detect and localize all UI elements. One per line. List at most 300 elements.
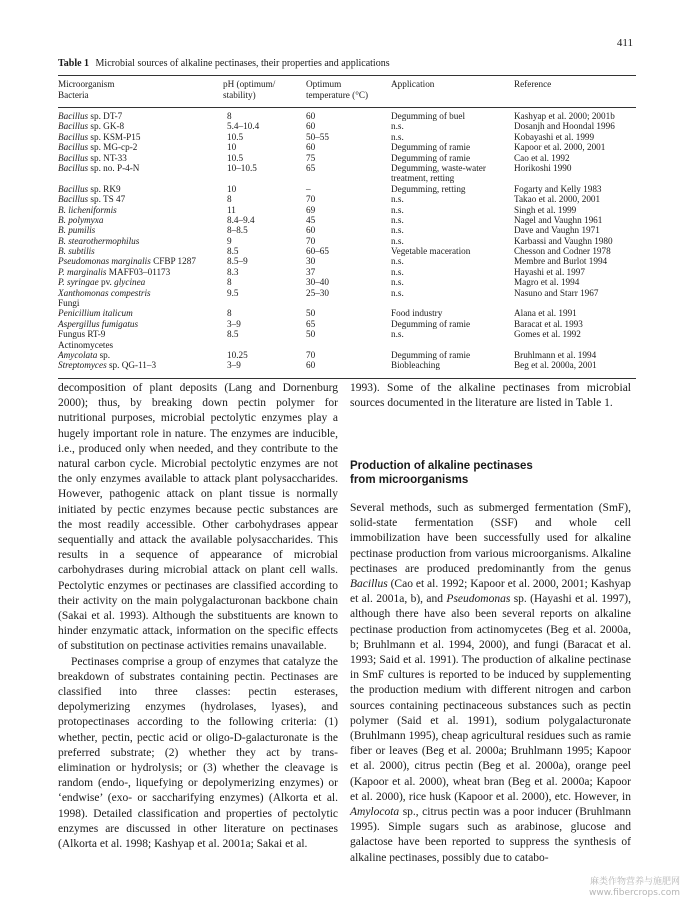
application-cell-text: Degumming of ramie	[391, 350, 471, 360]
temperature-cell	[306, 184, 391, 194]
group-label-text: Fungi	[58, 298, 80, 309]
organism-cell	[58, 142, 228, 152]
temperature-cell	[306, 153, 391, 163]
reference-cell	[514, 350, 636, 360]
application-cell	[391, 288, 516, 298]
ph-cell	[223, 163, 307, 173]
table-caption-label: Table 1	[58, 58, 90, 69]
organism-cell-text: sp. no. P-4-N	[88, 162, 140, 173]
reference-cell-text: Karbassi and Vaughn 1980	[514, 235, 613, 246]
organism-cell-text: sp. KSM-P15	[88, 131, 141, 142]
header-ph-label: pH (optimum/	[223, 79, 276, 89]
ph-cell	[223, 246, 307, 256]
application-cell	[391, 142, 516, 152]
application-cell	[391, 236, 516, 246]
application-cell	[391, 225, 516, 235]
ph-cell-text: 8.5	[227, 246, 239, 257]
application-cell-text: n.s.	[391, 194, 404, 205]
temperature-cell	[306, 246, 391, 256]
reference-cell-text: Singh et al. 1999	[514, 204, 577, 215]
reference-cell-text: Gomes et al. 1992	[514, 329, 581, 340]
header-temperature	[306, 79, 391, 101]
temperature-cell-text: –	[306, 183, 311, 194]
table-row	[58, 215, 636, 225]
table-caption	[58, 58, 636, 69]
temperature-cell	[306, 132, 391, 142]
organism-cell-text: Bacillus	[58, 194, 89, 205]
table-row	[58, 236, 636, 246]
table-row	[58, 184, 636, 194]
ph-cell-text: 10	[227, 183, 237, 194]
reference-cell-text: Dosanjh and Hoondal 1996	[514, 121, 615, 132]
organism-cell	[58, 308, 228, 318]
watermark-line-1: 麻类作物营养与施肥网	[589, 877, 680, 887]
temperature-cell	[306, 205, 391, 215]
table-group-row	[58, 298, 636, 308]
ph-cell	[223, 267, 307, 277]
right-paragraph-1	[350, 501, 631, 866]
temperature-cell	[306, 194, 391, 204]
application-cell-text: treatment, retting	[391, 173, 455, 184]
header-ph	[223, 79, 303, 101]
reference-cell-text: Horikoshi 1990	[514, 162, 572, 173]
application-cell-text: n.s.	[391, 329, 404, 340]
organism-cell-text: P. syringae	[58, 277, 99, 288]
application-cell-text: n.s.	[391, 121, 404, 132]
organism-cell-text: B. stearothermophilus	[58, 235, 140, 246]
table-row	[58, 132, 636, 142]
application-cell-text: n.s.	[391, 131, 404, 142]
organism-cell	[58, 163, 228, 173]
ph-cell	[223, 121, 307, 131]
organism-cell-text: MAFF03–01173	[106, 266, 171, 277]
table-caption-text: Microbial sources of alkaline pectinases, their properties and applications	[95, 58, 390, 69]
organism-cell	[58, 121, 228, 131]
reference-cell	[514, 319, 636, 329]
organism-cell	[58, 132, 228, 142]
ph-cell	[223, 225, 307, 235]
organism-cell-text: Bacillus	[58, 131, 89, 142]
reference-cell-text: Kapoor et al. 2000, 2001	[514, 142, 606, 153]
table-row	[58, 225, 636, 235]
reference-cell	[514, 215, 636, 225]
table-row	[58, 153, 636, 163]
table-header	[58, 79, 636, 105]
genus-name: Amylocota	[350, 806, 400, 819]
temperature-cell	[306, 360, 391, 370]
reference-cell-text: Membre and Burlot 1994	[514, 256, 608, 267]
organism-cell	[58, 153, 228, 163]
temperature-cell	[306, 308, 391, 318]
reference-cell-text: Kobayashi et al. 1999	[514, 131, 595, 142]
reference-cell	[514, 163, 636, 173]
reference-cell-text: Nasuno and Starr 1967	[514, 287, 599, 298]
ph-cell-text: 5.4–10.4	[227, 121, 260, 132]
application-cell-text: Degumming of buel	[391, 111, 465, 121]
reference-cell	[514, 132, 636, 142]
section-heading-line-1: Production of alkaline pectinases	[350, 460, 533, 472]
temperature-cell-text: 70	[306, 350, 316, 360]
text-run: Several methods, such as submerged fermentation (SmF), solid-state fermentation (SSF) and whole cell immobilization have been successfully used for alkaline pectinase production from various microorganisms. Alkaline pectinases are produced predominantly from the genus	[350, 502, 631, 575]
table-row	[58, 256, 636, 266]
table-top-rule	[58, 75, 636, 76]
organism-cell-text: Bacillus	[58, 183, 89, 194]
application-cell	[391, 153, 516, 163]
ph-cell-text: 8.5	[227, 329, 239, 340]
ph-cell-text: 8.5–9	[227, 256, 248, 267]
organism-cell	[58, 194, 228, 204]
temperature-cell	[306, 111, 391, 121]
application-cell	[391, 184, 516, 194]
ph-cell-text: 10.25	[227, 350, 248, 360]
watermark	[589, 877, 680, 899]
application-cell	[391, 215, 516, 225]
temperature-cell-text: 70	[306, 194, 316, 205]
organism-cell-text: Fungus RT-9	[58, 329, 106, 340]
organism-cell	[58, 184, 228, 194]
application-cell	[391, 277, 516, 287]
reference-cell	[514, 288, 636, 298]
temperature-cell-text: 37	[306, 266, 316, 277]
organism-cell	[58, 205, 228, 215]
text-run: sp., citrus pectin was a poor inducer (Bruhlmann 1995). Simple sugars such as arabinose, glucose and galactose have been reported to suppress the synthesis of alkaline pectinases, possibly due to catabo-	[350, 806, 631, 864]
temperature-cell-text: 65	[306, 162, 316, 173]
temperature-cell	[306, 329, 391, 339]
ph-cell-text: 8–8.5	[227, 225, 248, 236]
organism-cell-text: pv.	[98, 277, 115, 288]
left-paragraph-2: Pectinases comprise a group of enzymes that catalyze the breakdown of substrates containing pectin. Pectinases are classified into three classes: pectin esterases, depolymerizing enzymes (hydrolases, lyases), and protopectinases according to the following criteria: (1) whether, pectin, pectic acid or oligo-D-galacturonate is the preferred substrate; (2) whether they act by trans-elimination or hydrolysis; or (3) whether the cleavage is random (endo-, liquefying or depolymerizing enzymes) or ‘endwise’ (exo- or saccharifying enzymes) (Alkorta et al. 1998). Detailed classification and properties of pectolytic enzymes are discussed in other literature on pectinases (Alkorta et al. 1998; Kashyap et al. 2001a; Sakai et al.	[58, 655, 338, 851]
ph-cell-text: 8	[227, 194, 232, 205]
temperature-cell-text: 50	[306, 308, 316, 319]
organism-cell	[58, 329, 228, 339]
organism-cell-text: Bacillus	[58, 162, 89, 173]
reference-cell	[514, 225, 636, 235]
group-label	[58, 340, 228, 350]
ph-cell	[223, 350, 307, 360]
table-row	[58, 111, 636, 121]
organism-cell-text: sp. GK-8	[88, 121, 125, 132]
ph-cell	[223, 111, 307, 121]
table-header-rule	[58, 107, 636, 108]
reference-cell	[514, 121, 636, 131]
reference-cell	[514, 329, 636, 339]
right-column-intro	[350, 381, 631, 411]
ph-cell	[223, 308, 307, 318]
organism-cell	[58, 246, 228, 256]
ph-cell-text: 8.4–9.4	[227, 214, 255, 225]
reference-cell-text: Cao et al. 1992	[514, 152, 570, 163]
header-bacteria-label: Bacteria	[58, 90, 89, 100]
temperature-cell	[306, 121, 391, 131]
table-row	[58, 350, 636, 360]
table-row	[58, 205, 636, 215]
page-number: 411	[616, 37, 633, 49]
organism-cell	[58, 256, 228, 266]
reference-cell	[514, 153, 636, 163]
reference-cell	[514, 360, 636, 370]
organism-cell-text: Xanthomonas compestris	[58, 287, 151, 298]
genus-name: Pseudomonas	[446, 593, 511, 606]
ph-cell	[223, 132, 307, 142]
reference-cell-text: Takao et al. 2000, 2001	[514, 194, 601, 205]
header-microorganism-label: Microorganism	[58, 79, 115, 89]
reference-cell-text: Beg et al. 2000a, 2001	[514, 360, 597, 371]
ph-cell	[223, 194, 307, 204]
temperature-cell-text: 60	[306, 142, 316, 153]
temperature-cell	[306, 225, 391, 235]
ph-cell-text: 10.5	[227, 152, 244, 163]
application-cell-text: n.s.	[391, 256, 404, 267]
reference-cell-text: Chesson and Codner 1978	[514, 246, 611, 257]
organism-cell-text: sp. NT-33	[88, 152, 127, 163]
temperature-cell	[306, 319, 391, 329]
left-paragraph-1: decomposition of plant deposits (Lang and Dornenburg 2000); thus, by breaking down pectin polymer for nutritional purposes, microbial pectolytic enzymes play a hugely important role in nature. The enzymes are inducible, i.e., produced only when needed, and they contribute to the natural carbon cycle. Microbial pectolytic enzymes are not the only enzymes available to attack plant polysaccharides. However, pathogenic attack on plant tissue is normally initiated by pectic enzymes because pectic substances are the most readily accessible. Other carbohydrases appear sequentially and attack the available polysaccharides. This results in a sequence of appearance of microbial carbohydrases during microbial attack on plant cell walls. Pectolytic enzymes or pectinases are classified according to their activity on the main polygalacturonan backbone chain (Sakai et al. 1993). Although the substituents are known to hinder enzymatic attack, information on the specific effects of substitution on pectinase activities remains unavailable.	[58, 382, 338, 653]
ph-cell	[223, 329, 307, 339]
table-bottom-rule	[58, 378, 636, 379]
text-run: (Cao et al. 1992; Kapoor et al. 2000, 2001; Kashyap et al. 2001a, b), and	[350, 578, 631, 606]
reference-cell-text: Fogarty and Kelly 1983	[514, 183, 602, 194]
organism-cell-text: sp. TS 47	[88, 194, 126, 205]
watermark-line-2: www.fibercrops.com	[589, 888, 680, 898]
ph-cell-text: 8	[227, 111, 232, 121]
reference-cell-text: Dave and Vaughn 1971	[514, 225, 600, 236]
section-heading-line-2: from microorganisms	[350, 474, 469, 486]
application-cell-text: n.s.	[391, 235, 404, 246]
application-cell	[391, 329, 516, 339]
ph-cell	[223, 288, 307, 298]
organism-cell-text: B. pumilis	[58, 225, 96, 236]
ph-cell	[223, 205, 307, 215]
organism-cell-text: Streptomyces	[58, 360, 107, 371]
temperature-cell-text: 50–55	[306, 131, 329, 142]
reference-cell	[514, 194, 636, 204]
reference-cell-text: Hayashi et al. 1997	[514, 266, 585, 277]
ph-cell-text: 8.3	[227, 266, 239, 277]
table-row	[58, 277, 636, 287]
application-cell	[391, 319, 516, 329]
ph-cell	[223, 142, 307, 152]
application-cell	[391, 256, 516, 266]
organism-cell-text: P. marginalis	[58, 266, 107, 277]
temperature-cell	[306, 163, 391, 173]
organism-cell-text: sp.	[97, 350, 111, 360]
ph-cell-text: 10.5	[227, 131, 244, 142]
application-cell-text: n.s.	[391, 266, 404, 277]
organism-cell-text: Pseudomonas marginalis	[58, 256, 151, 267]
organism-cell	[58, 225, 228, 235]
temperature-cell-text: 70	[306, 235, 316, 246]
reference-cell	[514, 236, 636, 246]
table-row	[58, 308, 636, 318]
header-temp-label: Optimum	[306, 79, 342, 89]
table-row	[58, 360, 636, 370]
application-cell	[391, 246, 516, 256]
application-cell-text: n.s.	[391, 204, 404, 215]
application-cell-text: n.s.	[391, 214, 404, 225]
table-group-row	[58, 340, 636, 350]
group-label-text: Actinomycetes	[58, 339, 114, 350]
organism-cell	[58, 319, 228, 329]
temperature-cell	[306, 256, 391, 266]
ph-cell	[223, 256, 307, 266]
temperature-cell	[306, 277, 391, 287]
organism-cell-text: Bacillus	[58, 111, 89, 121]
temperature-cell-text: 30	[306, 256, 316, 267]
application-cell	[391, 121, 516, 131]
application-cell-text: Degumming of ramie	[391, 142, 471, 153]
temperature-cell-text: 60–65	[306, 246, 329, 257]
table-row	[58, 319, 636, 329]
table-body	[58, 111, 636, 371]
table-row	[58, 329, 636, 339]
reference-cell	[514, 142, 636, 152]
ph-cell-text: 9	[227, 235, 232, 246]
table-row	[58, 194, 636, 204]
reference-cell	[514, 111, 636, 121]
ph-cell-text: 11	[227, 204, 236, 215]
application-cell	[391, 194, 516, 204]
application-cell-text: Vegetable maceration	[391, 246, 471, 257]
application-cell	[391, 111, 516, 121]
temperature-cell	[306, 350, 391, 360]
temperature-cell-text: 50	[306, 329, 316, 340]
header-microorganism	[58, 79, 228, 101]
temperature-cell	[306, 267, 391, 277]
reference-cell-text: Magro et al. 1994	[514, 277, 580, 288]
temperature-cell-text: 65	[306, 318, 316, 329]
text-run: sp. (Hayashi et al. 1997), although there have also been several reports on alkaline pectinase production from actinomycetes (Beg et al. 2000a, b; Bruhlmann et al. 1994, 2000), and fungi (Baracat et al. 1993; Said et al. 1991). The production of alkaline pectinase in SmF cultures is reported to be induced by supplementing the production medium with different nitrogen and carbon sources containing pectinaceous substances such as pectin polymer (Said et al. 1991), sodium polygalacturonate (Bruhlmann 1995), cheap agricultural residues such as ramie fiber or leaves (Beg et al. 2000a; Bruhlmann 1995; Kapoor et al. 2000), citrus pectin (Beg et al. 2000a), orange peel (Kapoor et al. 2000), wheat bran (Beg et al. 2000a; Kapoor et al. 2000), rice husk (Kapoor et al. 2000), etc. However, in	[350, 593, 632, 803]
right-paragraph-0: 1993). Some of the alkaline pectinases from microbial sources documented in the literature are listed in Table 1.	[350, 382, 631, 410]
temperature-cell-text: 45	[306, 214, 316, 225]
application-cell-text: Biobleaching	[391, 360, 440, 371]
table-row	[58, 246, 636, 256]
table-row	[58, 163, 636, 184]
reference-cell-text: Nagel and Vaughn 1961	[514, 214, 603, 225]
organism-cell-text: sp. RK9	[88, 183, 121, 194]
organism-cell-text: Bacillus	[58, 142, 89, 153]
group-label	[58, 298, 228, 308]
application-cell	[391, 350, 516, 360]
application-cell	[391, 308, 516, 318]
ph-cell-text: 3–9	[227, 318, 241, 329]
reference-cell-text: Bruhlmann et al. 1994	[514, 350, 597, 360]
reference-cell-text: Kashyap et al. 2000; 2001b	[514, 111, 615, 121]
ph-cell-text: 8	[227, 277, 232, 288]
organism-cell-text: sp. MG-cp-2	[88, 142, 138, 153]
organism-cell	[58, 267, 228, 277]
organism-cell	[58, 111, 228, 121]
application-cell	[391, 205, 516, 215]
temperature-cell-text: 25–30	[306, 287, 329, 298]
header-ph-label-2: stability)	[223, 90, 256, 100]
reference-cell-text: Alana et al. 1991	[514, 308, 577, 319]
table-row	[58, 142, 636, 152]
reference-cell	[514, 308, 636, 318]
organism-cell-text: B. licheniformis	[58, 204, 117, 215]
application-cell-text: n.s.	[391, 287, 404, 298]
reference-cell	[514, 267, 636, 277]
organism-cell-text: Bacillus	[58, 152, 89, 163]
organism-cell	[58, 360, 228, 370]
reference-cell	[514, 277, 636, 287]
temperature-cell	[306, 142, 391, 152]
reference-cell	[514, 246, 636, 256]
organism-cell	[58, 215, 228, 225]
ph-cell	[223, 184, 307, 194]
ph-cell-text: 10–10.5	[227, 162, 257, 173]
ph-cell	[223, 360, 307, 370]
temperature-cell-text: 60	[306, 121, 316, 132]
organism-cell	[58, 236, 228, 246]
temperature-cell-text: 60	[306, 111, 316, 121]
temperature-cell-text: 69	[306, 204, 316, 215]
organism-cell-text: glycinea	[114, 277, 146, 288]
reference-cell	[514, 256, 636, 266]
ph-cell	[223, 215, 307, 225]
left-column	[58, 381, 338, 852]
ph-cell-text: 8	[227, 308, 232, 319]
temperature-cell	[306, 236, 391, 246]
organism-cell	[58, 350, 228, 360]
application-cell-text: Food industry	[391, 308, 443, 319]
application-cell	[391, 163, 516, 184]
right-column	[350, 501, 631, 866]
ph-cell	[223, 153, 307, 163]
temperature-cell-text: 60	[306, 360, 316, 371]
table-row	[58, 121, 636, 131]
organism-cell	[58, 277, 228, 287]
ph-cell-text: 3–9	[227, 360, 241, 371]
application-cell-text: Degumming, waste-water	[391, 162, 486, 173]
organism-cell-text: sp. DT-7	[88, 111, 123, 121]
application-cell	[391, 360, 516, 370]
application-cell-text: Degumming of ramie	[391, 152, 471, 163]
temperature-cell-text: 60	[306, 225, 316, 236]
header-temp-label-2: temperature (°C)	[306, 90, 369, 100]
organism-cell-text: sp. QG-11–3	[106, 360, 157, 371]
organism-cell-text: CFBP 1287	[150, 256, 196, 267]
organism-cell-text: B. subtilis	[58, 246, 95, 257]
header-application: Application	[391, 79, 435, 89]
ph-cell-text: 10	[227, 142, 237, 153]
organism-cell	[58, 288, 228, 298]
application-cell-text: n.s.	[391, 225, 404, 236]
reference-cell	[514, 184, 636, 194]
temperature-cell-text: 75	[306, 152, 316, 163]
application-cell	[391, 267, 516, 277]
ph-cell-text: 9.5	[227, 287, 239, 298]
genus-name: Bacillus	[350, 578, 388, 591]
table-row	[58, 288, 636, 298]
application-cell	[391, 132, 516, 142]
application-cell-text: Degumming of ramie	[391, 318, 471, 329]
reference-cell	[514, 205, 636, 215]
table-row	[58, 267, 636, 277]
organism-cell-text: Penicillium italicum	[58, 308, 133, 319]
ph-cell	[223, 277, 307, 287]
section-heading	[350, 459, 631, 487]
application-cell-text: n.s.	[391, 277, 404, 288]
organism-cell-text: Aspergillus fumigatus	[58, 318, 139, 329]
header-reference: Reference	[514, 79, 552, 89]
temperature-cell	[306, 215, 391, 225]
organism-cell-text: Bacillus	[58, 121, 89, 132]
application-cell-text: Degumming, retting	[391, 183, 466, 194]
organism-cell-text: Amycolata	[58, 350, 98, 360]
organism-cell-text: B. polymyxa	[58, 214, 104, 225]
ph-cell	[223, 236, 307, 246]
reference-cell-text: Baracat et al. 1993	[514, 318, 583, 329]
